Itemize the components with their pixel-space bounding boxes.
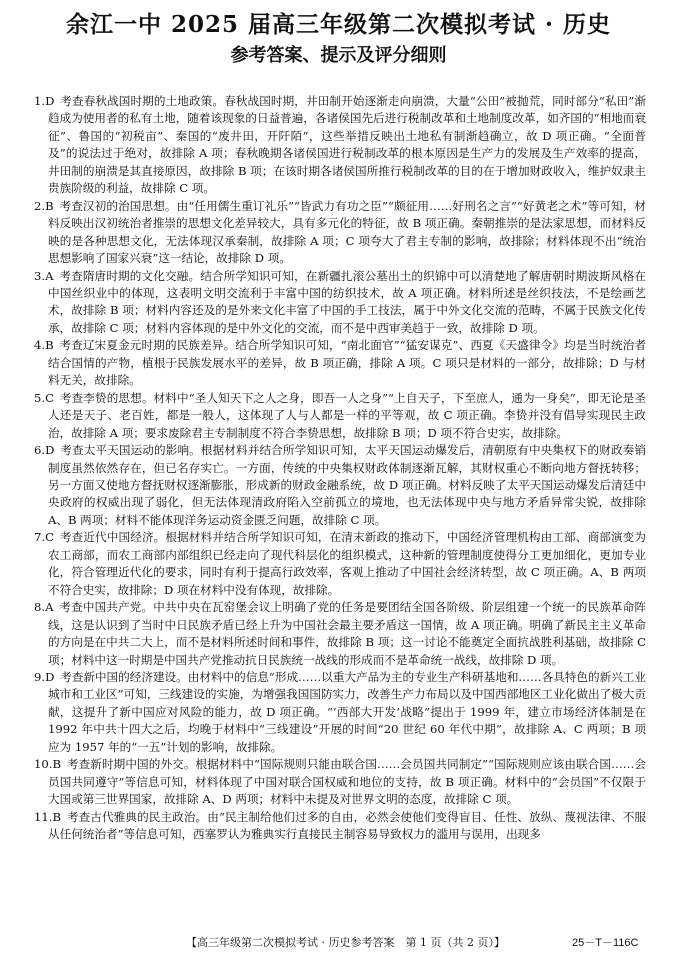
item-answer: A: [45, 268, 54, 283]
item-number: 7.: [34, 530, 46, 545]
answer-item: [34, 93, 646, 198]
item-explanation: 考查近代中国经济。根据材料并结合所学知识可知，在清末新政的推动下，中国经济管理机构由工部、商部演变为农工商部，而农工商部内部组织已经走向了现代科层化的组织模式，这种新的管理制度使得分工更加细化，更加专业化，符合管理近代化的要求，同时有利于提高行政效率，客观上推动了中国社会经济转型，故 C 项正确。A、B 两项不符合史实，故排除；D 项在材料中没有体现，故排除。: [48, 530, 646, 597]
answer-list: [34, 93, 646, 843]
item-number: 2.: [34, 198, 46, 213]
item-answer: C: [45, 530, 54, 545]
answer-item: [34, 809, 646, 844]
item-explanation: 考查古代雅典的民主政治。由“民主制给他们过多的自由，必然会使他们变得盲目、任性、放纵、蔑视法律、不服从任何统治者”等信息可知，西塞罗认为雅典实行直接民主制容易导致权力的滥用与误用，出现多: [48, 809, 646, 842]
item-explanation: 考查太平天国运动的影响。根据材料并结合所学知识可知，太平天国运动爆发后，清朝原有中央集权下的财政奏销制度虽然依然存在，但已名存实亡。一方面，传统的中央集权财政体制逐渐瓦解，其财权重心不断向地方督抚转移；另一方面又使地方督抚财权逐渐膨胀，形成新的财政金融系统，故 D 项正确。材料反映了太平天国运动爆发后清廷中央政府的权威出现了弱化，但无法体现清政府陷入空前孤立的境地，也无法体现中央与地方矛盾异常尖锐，故排除 A、B 两项；材料不能体现洋务运动资金匮乏问题，故排除 C 项。: [48, 443, 646, 527]
page-footer: [0, 935, 677, 951]
item-answer: B: [45, 338, 54, 353]
answer-item: [34, 669, 646, 756]
item-number: 10.: [34, 757, 53, 772]
item-number: 6.: [34, 443, 46, 458]
item-number: 11.: [34, 809, 53, 824]
answer-item: [34, 198, 646, 268]
item-explanation: 考查新时期中国的外交。根据材料中“国际规则只能由联合国……会员国共同制定”“国际规则应该由联合国……会员国共同遵守”等信息可知，材料体现了中国对联合国权威和地位的支持，故 B 项正确。材料中的“会员国”不仅限于大国或第三世界国家，故排除 A、D 两项；材料中未提及对世界文明的态度，故排除 C 项。: [48, 757, 646, 807]
answer-item: [34, 337, 646, 389]
page-subtitle: 参考答案、提示及评分细则: [230, 45, 447, 66]
item-answer: D: [45, 94, 55, 108]
item-answer: B: [52, 757, 61, 772]
footer-code: 25－T－116C: [572, 937, 639, 949]
item-number: 9.: [34, 669, 46, 684]
answer-item: [34, 529, 646, 599]
answer-item: [34, 442, 646, 529]
item-explanation: 考查隋唐时期的文化交融。结合所学知识可知，在新疆扎滚公墓出土的织锦中可以清楚地了解唐朝时期波斯风格在中国丝织业中的体现，这表明文明交流利于丰富中国的纺织技术，故 A 项正确。材料所述是丝织技法，不是绘画艺术，故排除 B 项；材料内容还及的是外来文化丰富了中国的手工技法，属于中外文化交流的范畴，不属于民族文化传承，故排除 C 项；材料内容体现的是中外文化的交流，而不是中西审美趋于一致，故排除 D 项。: [48, 268, 646, 335]
answer-item: [34, 390, 646, 442]
item-explanation: 考查春秋战国时期的土地政策。春秋战国时期，井田制开始逐渐走向崩溃，大量“公田”被抛荒，同时部分“私田”渐趋成为使用者的私有土地，随着该现象的日益普遍，各诸侯国先后进行税制改革和土地制度改革，如齐国的“相地而衰征”、鲁国的“初税亩”、秦国的“废井田，开阡陌”，这些举措反映出土地私有制渐趋确立，故 D 项正确。“全面普及”的说法过于绝对，故排除 A 项；春秋晚期各诸侯国进行税制改革的根本原因是生产力的发展及生产效率的提高，井田制的崩溃是其直接原因，故排除 B 项；在该时期各诸侯国所推行税制改革的目的在于增加财政收入，维护奴隶主贵族阶级的利益，故排除 C 项。: [48, 94, 646, 196]
item-number: 8.: [34, 600, 46, 615]
item-number: 1.: [34, 94, 46, 108]
item-answer: B: [52, 809, 61, 824]
item-explanation: 考查李贽的思想。材料中“圣人知天下之人之身，即吾一人之身”“上自天子，下至庶人，通为一身矣”，即无论是圣人还是天子、老百姓，都是一般人，这体现了人与人都是一样的平等观，故 C 项正确。李贽并没有倡导实现民主政治，故排除 A 项；要求废除君主专制制度不符合李贽思想，故排除 B 项；D 项不符合史实，故排除。: [48, 390, 646, 440]
item-explanation: 考查汉初的治国思想。由“任用儒生重订礼乐”“皆武力有功之臣”“颇征用……好刑名之言”“好黄老之术”等可知，材料反映出汉初统治者推崇的思想文化差异较大，具有多元化的特征，故 B 项正确。秦朝推崇的是法家思想，而材料反映的是各种思想文化，无法体现汉承秦制，故排除 A 项；C 项夸大了君主专制的影响，故排除；材料体现不出“统治思想影响了国家兴衰”这一结论，故排除 D 项。: [48, 198, 646, 266]
item-explanation: 考查辽宋夏金元时期的民族差异。结合所学知识可知，“南北面官”“猛安谋克”、西夏《天盛律令》均是当时统治者结合国情的产物，植根于民族发展水平的差异，故 B 项正确，排除 A 项。C 项只是材料的一部分，故排除；D 与材料无关，故排除。: [48, 338, 646, 388]
item-answer: C: [45, 390, 54, 405]
item-answer: D: [45, 443, 55, 458]
item-explanation: 考查中国共产党。中共中央在瓦窑堡会议上明确了党的任务是要团结全国各阶级、阶层组建一个统一的民族革命阵线，这是认识到了当时中日民族矛盾已经上升为中国社会最主要矛盾这一国情，故 A 项正确。明确了新民主主义革命的方向是在中共二大上，而不是材料所述时间和事件，故排除 B 项；这一讨论不能奠定全面抗战胜利基础，故排除 C 项；材料中这一时期是中国共产党推动抗日民族统一战线的形成而不是革命统一战线，故排除 D 项。: [48, 600, 646, 667]
item-number: 3.: [34, 268, 46, 283]
item-explanation: 考查新中国的经济建设。由材料中的信息“形成……以重大产品为主的专业生产科研基地和……各具特色的新兴工业城市和工业区”可知，三线建设的实施，为增强我国国防实力，改善生产力布局以及中国西部地区工业化做出了极大贡献，这提升了新中国应对风险的能力，故 D 项正确。“‘西部大开发’战略”提出于 1999 年，建立市场经济体制是在 1992 年中共十四大之后，均晚于材料中“三线建设”开展的时间“20 世纪 60 年代中期”，故排除 A、C 两项；B 项应为 1957 年的“一五”计划的影响，故排除。: [48, 669, 646, 754]
page-title: 余江一中 2025 届高三年级第二次模拟考试 · 历史: [65, 11, 612, 38]
item-number: 5.: [34, 390, 46, 405]
item-number: 4.: [34, 338, 46, 353]
answer-item: [34, 268, 646, 338]
footer-page-info: 【高三年级第二次模拟考试 · 历史参考答案 第 1 页（共 2 页）】: [186, 936, 505, 949]
item-answer: B: [45, 198, 54, 213]
item-answer: D: [45, 669, 55, 684]
item-answer: A: [45, 600, 54, 615]
answer-item: [34, 599, 646, 669]
answer-item: [34, 756, 646, 808]
